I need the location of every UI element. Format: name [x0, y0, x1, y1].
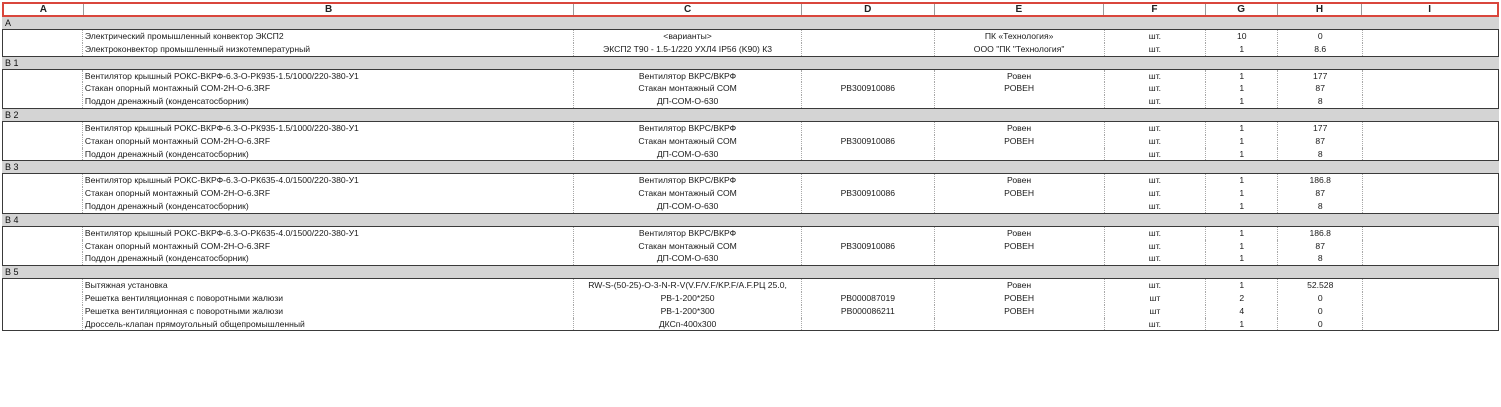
cell-f[interactable]: шт. [1105, 30, 1207, 43]
table-row[interactable] [3, 200, 1498, 213]
cell-f[interactable]: шт. [1105, 200, 1207, 213]
cell-b[interactable]: Электроконвектор промышленный низкотемпературный [83, 43, 574, 56]
column-header-b[interactable]: B [84, 4, 575, 15]
cell-g[interactable]: 1 [1206, 148, 1278, 161]
cell-a[interactable] [3, 187, 83, 200]
cell-b[interactable]: Поддон дренажный (конденсатосборник) [83, 95, 574, 108]
cell-g[interactable]: 1 [1206, 252, 1278, 265]
group-body [2, 30, 1499, 57]
cell-a[interactable] [3, 252, 83, 265]
cell-i[interactable] [1363, 30, 1498, 43]
group-header-row[interactable]: A [2, 17, 1499, 30]
cell-a[interactable] [3, 122, 83, 135]
cell-i[interactable] [1363, 252, 1498, 265]
cell-i[interactable] [1363, 227, 1498, 240]
cell-h[interactable]: 186.8 [1278, 174, 1363, 187]
cell-g[interactable]: 1 [1206, 122, 1278, 135]
cell-g[interactable]: 1 [1206, 318, 1278, 331]
group-header-row[interactable]: В 1 [2, 57, 1499, 70]
cell-h[interactable]: 0 [1278, 30, 1363, 43]
cell-a[interactable] [3, 95, 83, 108]
cell-a[interactable] [3, 227, 83, 240]
group-header-row[interactable]: В 5 [2, 266, 1499, 279]
cell-a[interactable] [3, 135, 83, 148]
group-body [2, 122, 1499, 161]
cell-c[interactable]: ДП-СОМ-О-630 [574, 252, 802, 265]
cell-b[interactable]: Вентилятор крышный РОКС-ВКРФ-6.3-О-РК635-4.0/1500/220-380-У1 [83, 227, 574, 240]
cell-c[interactable]: Стакан монтажный СОМ [574, 240, 802, 253]
cell-f[interactable]: шт [1105, 305, 1207, 318]
cell-e[interactable]: РОВЕН [935, 135, 1105, 148]
column-header-g[interactable]: G [1206, 4, 1278, 15]
cell-f[interactable]: шт. [1105, 70, 1207, 83]
cell-b[interactable]: Стакан опорный монтажный СОМ-2Н-О-6.3RF [83, 240, 574, 253]
cell-b[interactable]: Вытяжная установка [83, 279, 574, 292]
table-row[interactable] [3, 95, 1498, 108]
cell-g[interactable]: 1 [1206, 43, 1278, 56]
cell-a[interactable] [3, 318, 83, 331]
cell-g[interactable]: 1 [1206, 227, 1278, 240]
group-body [2, 279, 1499, 331]
cell-b[interactable]: Электрический промышленный конвектор ЭКСП2 [83, 30, 574, 43]
cell-a[interactable] [3, 70, 83, 83]
cell-e[interactable]: ПК «Технология» [935, 30, 1105, 43]
cell-h[interactable]: 8 [1278, 252, 1363, 265]
cell-c[interactable]: РВ-1-200*300 [574, 305, 802, 318]
cell-g[interactable]: 10 [1206, 30, 1278, 43]
table-row[interactable] [3, 292, 1498, 305]
group-body [2, 227, 1499, 266]
table-row[interactable] [3, 279, 1498, 292]
cell-e[interactable]: Ровен [935, 279, 1105, 292]
cell-i[interactable] [1363, 70, 1498, 83]
table-row[interactable] [3, 240, 1498, 253]
cell-e[interactable]: РОВЕН [935, 240, 1105, 253]
cell-b[interactable]: Решетка вентиляционная с поворотными жалюзи [83, 292, 574, 305]
cell-e[interactable]: ООО "ПК "Технология" [935, 43, 1105, 56]
table-row[interactable] [3, 30, 1498, 43]
cell-c[interactable]: Вентилятор ВКРС/ВКРФ [574, 227, 802, 240]
cell-e[interactable]: Ровен [935, 122, 1105, 135]
cell-c[interactable]: Стакан монтажный СОМ [574, 135, 802, 148]
cell-a[interactable] [3, 174, 83, 187]
cell-h[interactable]: 87 [1278, 135, 1363, 148]
cell-d[interactable] [802, 318, 935, 331]
cell-d[interactable]: РВ000086211 [802, 305, 935, 318]
cell-f[interactable]: шт. [1105, 135, 1207, 148]
cell-b[interactable]: Стакан опорный монтажный СОМ-2Н-О-6.3RF [83, 82, 574, 95]
table-body [2, 17, 1499, 331]
cell-g[interactable]: 1 [1206, 187, 1278, 200]
cell-b[interactable]: Стакан опорный монтажный СОМ-2Н-О-6.3RF [83, 135, 574, 148]
cell-d[interactable] [802, 95, 935, 108]
cell-d[interactable] [802, 227, 935, 240]
cell-d[interactable]: РВ300910086 [802, 187, 935, 200]
cell-d[interactable] [802, 70, 935, 83]
cell-a[interactable] [3, 30, 83, 43]
cell-h[interactable]: 87 [1278, 82, 1363, 95]
cell-h[interactable]: 8 [1278, 148, 1363, 161]
cell-c[interactable]: ДП-СОМ-О-630 [574, 200, 802, 213]
cell-c[interactable]: RW-S-(50-25)-O-3-N-R-V(V.F/V.F/KP.F/A.F.РЦ 25.0, [574, 279, 802, 292]
cell-f[interactable]: шт. [1105, 318, 1207, 331]
cell-g[interactable]: 4 [1206, 305, 1278, 318]
cell-i[interactable] [1363, 240, 1498, 253]
table-row[interactable] [3, 318, 1498, 331]
cell-b[interactable]: Поддон дренажный (конденсатосборник) [83, 200, 574, 213]
cell-i[interactable] [1363, 187, 1498, 200]
cell-g[interactable]: 1 [1206, 95, 1278, 108]
cell-a[interactable] [3, 240, 83, 253]
cell-h[interactable]: 87 [1278, 187, 1363, 200]
cell-c[interactable]: ДКСп-400х300 [574, 318, 802, 331]
cell-h[interactable]: 8 [1278, 200, 1363, 213]
cell-e[interactable]: РОВЕН [935, 82, 1105, 95]
cell-g[interactable]: 1 [1206, 174, 1278, 187]
cell-b[interactable]: Вентилятор крышный РОКС-ВКРФ-6.3-О-РК935-1.5/1000/220-380-У1 [83, 70, 574, 83]
group-header-row[interactable]: В 4 [2, 214, 1499, 227]
cell-f[interactable]: шт. [1105, 122, 1207, 135]
cell-b[interactable]: Решетка вентиляционная с поворотными жалюзи [83, 305, 574, 318]
cell-h[interactable]: 177 [1278, 122, 1363, 135]
table-row[interactable] [3, 43, 1498, 56]
cell-e[interactable]: Ровен [935, 227, 1105, 240]
cell-h[interactable]: 87 [1278, 240, 1363, 253]
group-body [2, 174, 1499, 213]
cell-a[interactable] [3, 200, 83, 213]
cell-e[interactable]: Ровен [935, 70, 1105, 83]
cell-d[interactable] [802, 174, 935, 187]
cell-h[interactable]: 0 [1278, 292, 1363, 305]
column-header-d[interactable]: D [802, 4, 935, 15]
column-header-c[interactable]: C [574, 4, 801, 15]
cell-c[interactable]: РВ-1-200*250 [574, 292, 802, 305]
cell-h[interactable]: 8.6 [1278, 43, 1363, 56]
table-row[interactable] [3, 252, 1498, 265]
cell-c[interactable]: Стакан монтажный СОМ [574, 82, 802, 95]
cell-f[interactable]: шт. [1105, 279, 1207, 292]
cell-b[interactable]: Вентилятор крышный РОКС-ВКРФ-6.3-О-РК635-4.0/1500/220-380-У1 [83, 174, 574, 187]
table-row[interactable] [3, 305, 1498, 318]
cell-i[interactable] [1363, 95, 1498, 108]
cell-d[interactable] [802, 279, 935, 292]
cell-c[interactable]: Вентилятор ВКРС/ВКРФ [574, 174, 802, 187]
cell-a[interactable] [3, 82, 83, 95]
cell-f[interactable]: шт. [1105, 187, 1207, 200]
cell-b[interactable]: Вентилятор крышный РОКС-ВКРФ-6.3-О-РК935-1.5/1000/220-380-У1 [83, 122, 574, 135]
cell-g[interactable]: 1 [1206, 200, 1278, 213]
cell-g[interactable]: 1 [1206, 279, 1278, 292]
cell-c[interactable]: ДП-СОМ-О-630 [574, 95, 802, 108]
cell-a[interactable] [3, 279, 83, 292]
cell-e[interactable]: Ровен [935, 174, 1105, 187]
cell-i[interactable] [1363, 122, 1498, 135]
cell-i[interactable] [1363, 174, 1498, 187]
cell-h[interactable]: 8 [1278, 95, 1363, 108]
cell-i[interactable] [1363, 135, 1498, 148]
cell-d[interactable] [802, 43, 935, 56]
cell-i[interactable] [1363, 292, 1498, 305]
cell-i[interactable] [1363, 305, 1498, 318]
column-header-a[interactable]: A [4, 4, 84, 15]
cell-f[interactable]: шт. [1105, 174, 1207, 187]
cell-i[interactable] [1363, 279, 1498, 292]
cell-c[interactable]: ДП-СОМ-О-630 [574, 148, 802, 161]
cell-i[interactable] [1363, 82, 1498, 95]
cell-i[interactable] [1363, 148, 1498, 161]
cell-c[interactable]: Вентилятор ВКРС/ВКРФ [574, 70, 802, 83]
cell-f[interactable]: шт [1105, 292, 1207, 305]
group-header-row[interactable]: В 3 [2, 161, 1499, 174]
table-row[interactable] [3, 148, 1498, 161]
cell-d[interactable]: РВ300910086 [802, 82, 935, 95]
cell-b[interactable]: Поддон дренажный (конденсатосборник) [83, 148, 574, 161]
cell-a[interactable] [3, 305, 83, 318]
cell-d[interactable] [802, 122, 935, 135]
cell-g[interactable]: 1 [1206, 240, 1278, 253]
cell-i[interactable] [1363, 43, 1498, 56]
cell-e[interactable]: РОВЕН [935, 292, 1105, 305]
cell-h[interactable]: 0 [1278, 305, 1363, 318]
cell-g[interactable]: 2 [1206, 292, 1278, 305]
cell-e[interactable] [935, 95, 1105, 108]
column-header-f[interactable]: F [1104, 4, 1206, 15]
table-row[interactable] [3, 187, 1498, 200]
cell-d[interactable] [802, 252, 935, 265]
cell-b[interactable]: Дроссель-клапан прямоугольный общепромышленный [83, 318, 574, 331]
table-row[interactable] [3, 122, 1498, 135]
column-header-row[interactable] [2, 2, 1499, 17]
cell-a[interactable] [3, 292, 83, 305]
cell-e[interactable]: РОВЕН [935, 187, 1105, 200]
cell-e[interactable] [935, 200, 1105, 213]
cell-c[interactable]: <варианты> [574, 30, 802, 43]
cell-a[interactable] [3, 148, 83, 161]
cell-d[interactable]: РВ300910086 [802, 135, 935, 148]
group-body [2, 70, 1499, 109]
cell-g[interactable]: 1 [1206, 135, 1278, 148]
cell-d[interactable]: РВ300910086 [802, 240, 935, 253]
cell-f[interactable]: шт. [1105, 95, 1207, 108]
cell-d[interactable] [802, 148, 935, 161]
cell-e[interactable] [935, 148, 1105, 161]
cell-e[interactable]: РОВЕН [935, 305, 1105, 318]
cell-d[interactable] [802, 200, 935, 213]
cell-g[interactable]: 1 [1206, 82, 1278, 95]
cell-e[interactable] [935, 318, 1105, 331]
column-header-i[interactable]: I [1428, 4, 1432, 15]
cell-b[interactable]: Стакан опорный монтажный СОМ-2Н-О-6.3RF [83, 187, 574, 200]
table-row[interactable] [3, 174, 1498, 187]
table-row[interactable] [3, 227, 1498, 240]
group-header-row[interactable]: В 2 [2, 109, 1499, 122]
cell-i[interactable] [1363, 318, 1498, 331]
cell-h[interactable]: 186.8 [1278, 227, 1363, 240]
cell-d[interactable]: РВ000087019 [802, 292, 935, 305]
cell-i[interactable] [1363, 200, 1498, 213]
cell-h[interactable]: 52.528 [1278, 279, 1363, 292]
schedule-table [2, 2, 1499, 331]
table-row[interactable] [3, 82, 1498, 95]
column-header-e[interactable]: E [935, 4, 1105, 15]
cell-f[interactable]: шт. [1105, 148, 1207, 161]
cell-f[interactable]: шт. [1105, 252, 1207, 265]
table-row[interactable] [3, 135, 1498, 148]
cell-c[interactable]: Вентилятор ВКРС/ВКРФ [574, 122, 802, 135]
cell-g[interactable]: 1 [1206, 70, 1278, 83]
cell-b[interactable]: Поддон дренажный (конденсатосборник) [83, 252, 574, 265]
column-header-h[interactable]: H [1278, 4, 1363, 15]
cell-c[interactable]: Стакан монтажный СОМ [574, 187, 802, 200]
cell-d[interactable] [802, 30, 935, 43]
table-row[interactable] [3, 70, 1498, 83]
cell-f[interactable]: шт. [1105, 240, 1207, 253]
cell-h[interactable]: 0 [1278, 318, 1363, 331]
cell-e[interactable] [935, 252, 1105, 265]
cell-f[interactable]: шт. [1105, 43, 1207, 56]
cell-h[interactable]: 177 [1278, 70, 1363, 83]
cell-f[interactable]: шт. [1105, 82, 1207, 95]
cell-c[interactable]: ЭКСП2 Т90 - 1.5-1/220 УХЛ4 IP56 (K90) К3 [574, 43, 802, 56]
cell-f[interactable]: шт. [1105, 227, 1207, 240]
cell-a[interactable] [3, 43, 83, 56]
